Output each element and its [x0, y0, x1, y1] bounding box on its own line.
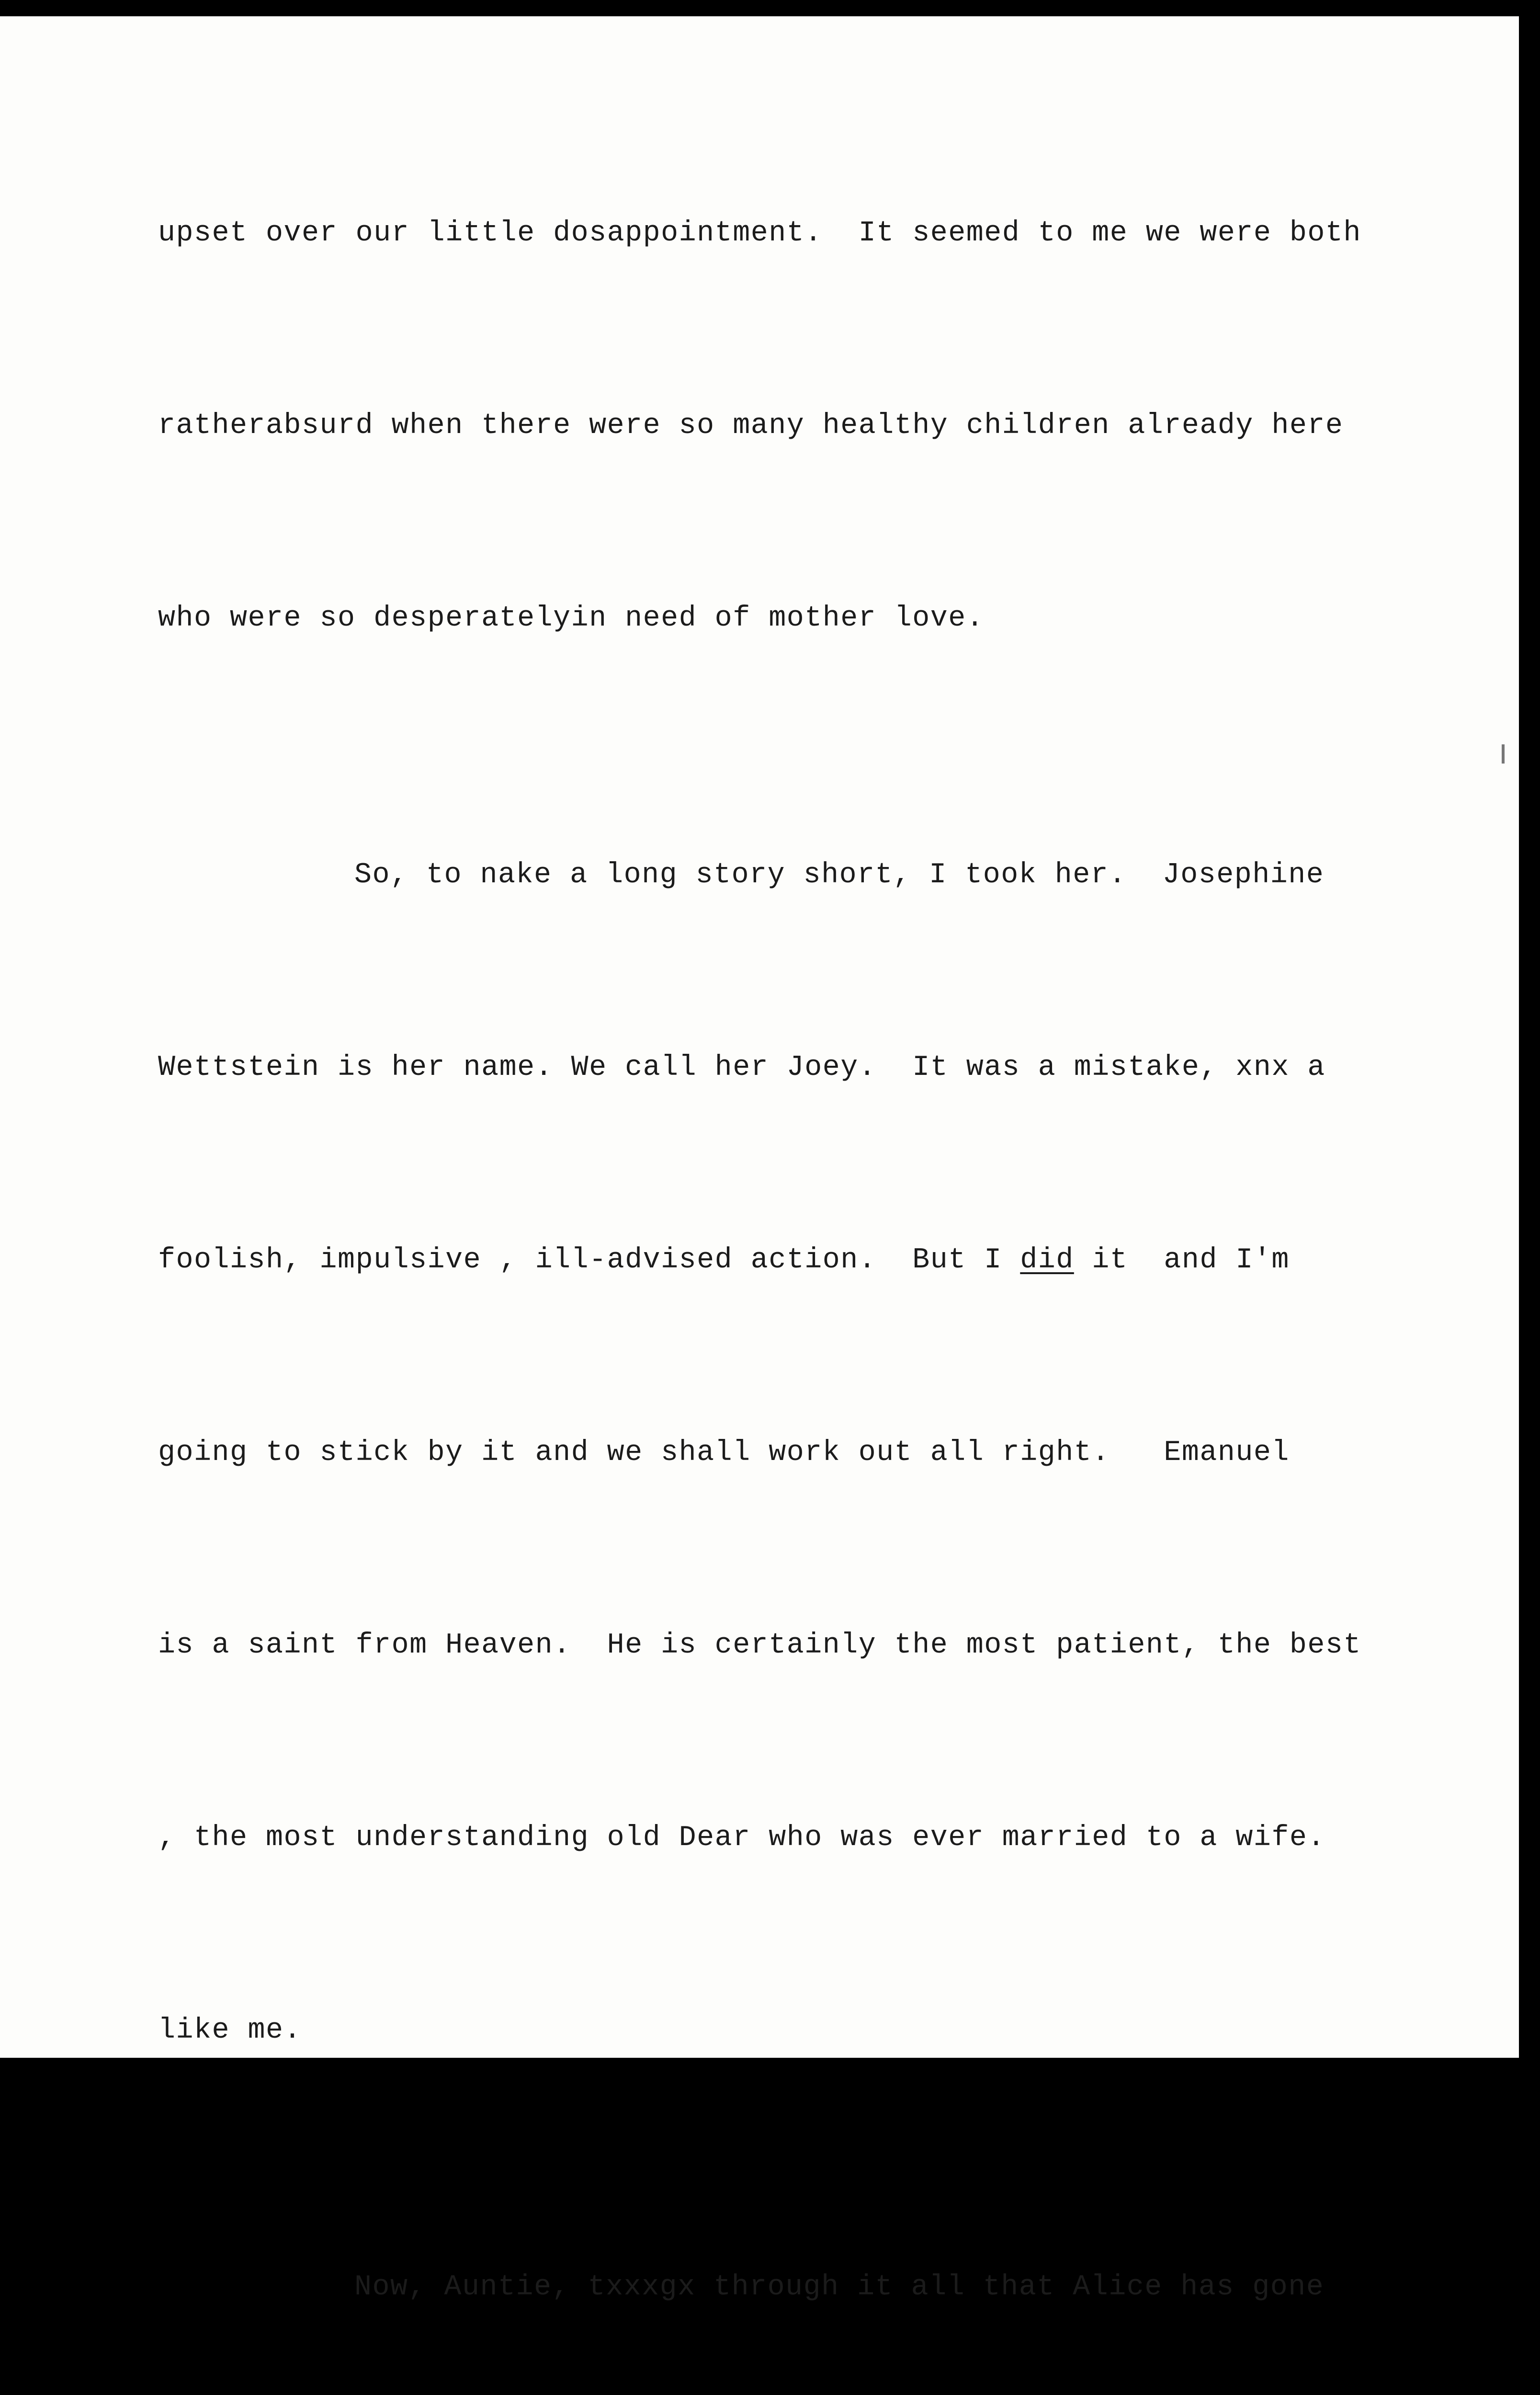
text-line: Now, Auntie, txxxgx through it all that Alice has gone	[354, 2271, 1325, 2304]
text-line: who were so desperatelyin need of mother love.	[158, 602, 985, 635]
text-line: going to stick by it and we shall work out all right. Emanuel	[158, 1437, 1290, 1469]
text-line: ratherabsurd when there were so many healthy children already here	[158, 410, 1344, 442]
text-line: like me.	[158, 2014, 302, 2047]
margin-mark	[1502, 744, 1505, 764]
text-line	[158, 1228, 1499, 1292]
underlined-word: did	[1020, 1244, 1074, 1277]
text-line: Wettstein is her name. We call her Joey. It was a mistake, xnx a	[158, 1051, 1325, 1084]
text-line: upset over our little dosappointment. It seemed to me we were both	[158, 217, 1361, 250]
text-line: is a saint from Heaven. He is certainly the most patient, the best	[158, 1629, 1361, 1662]
text-segment: it and I'm	[1074, 1244, 1290, 1277]
document-page	[0, 16, 1519, 2304]
text-line: , the most understanding old Dear who was ever married to a wife.	[158, 1822, 1325, 1854]
text-segment: foolish, impulsive , ill-advised action. But I	[158, 1244, 1020, 1277]
scan-border-bottom	[0, 2058, 1540, 2077]
text-line: So, to nake a long story short, I took her. Josephine	[354, 859, 1325, 891]
scan-border-right	[1519, 0, 1540, 2077]
letter-body	[158, 73, 1499, 2395]
